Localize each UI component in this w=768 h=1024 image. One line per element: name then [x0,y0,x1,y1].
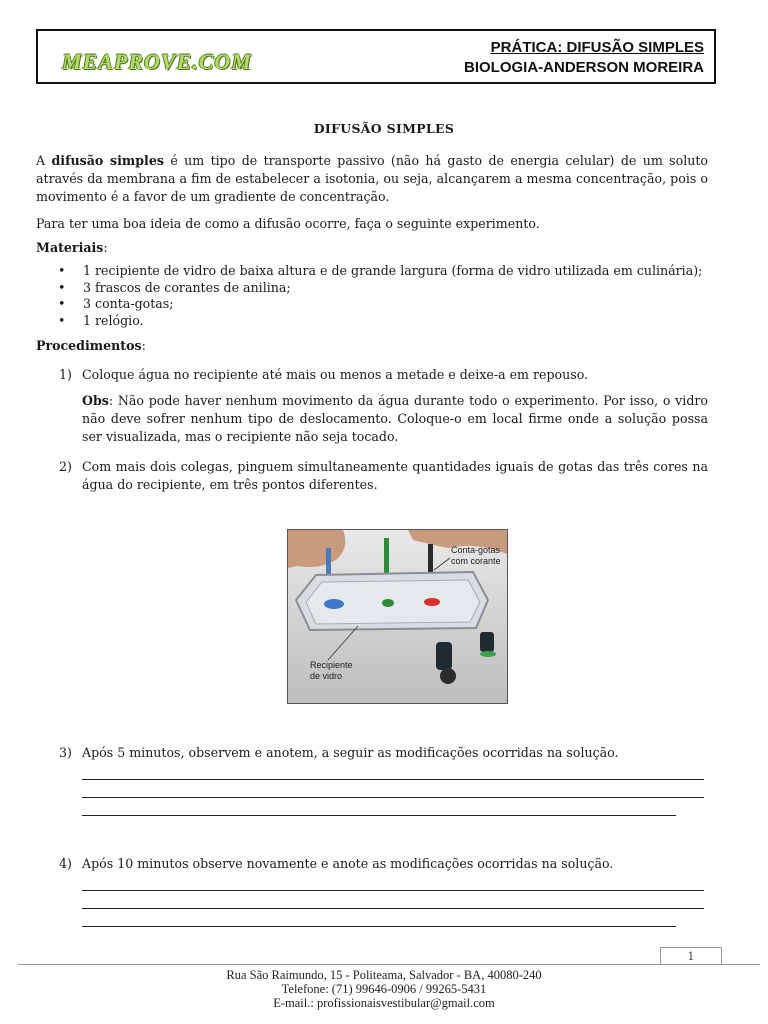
materials-list [36,263,708,329]
obs-label: Obs [82,393,109,408]
intro-paragraph-2: Para ter uma boa ideia de como a difusão ocorre, faça o seguinte experimento. [36,216,540,231]
answer-line [82,780,704,798]
answer-line [82,891,704,909]
footer-address: Rua São Raimundo, 15 - Politeama, Salvador - BA, 40080-240 [226,968,542,982]
figure-label-dish-1: Recipiente [310,660,353,670]
answer-line [82,909,676,927]
header-title-line1: PRÁTICA: DIFUSÃO SIMPLES [490,39,704,56]
figure-label-dish-2: de vidro [310,671,343,681]
step-2: 2) Com mais dois colegas, pinguem simultaneamente quantidades iguais de gotas das três cores na água do recipiente, em três pontos diferentes. [59,459,708,492]
list-item: • 3 conta-gotas; [58,296,174,311]
procedures-heading: Procedimentos: [36,338,146,353]
document-body [36,152,708,494]
intro-paragraph: A difusão simples é um tipo de transporte passivo (não há gasto de energia celular) de um soluto através da membrana a fim de estabelecer a isotonia, ou seja, alcançarem a mesma concentração, pois o movimento é a favor de um gradiente de concentração. [36,153,708,204]
materials-heading: Materiais: [36,240,108,255]
step-3: 3) Após 5 minutos, observem e anotem, a seguir as modificações ocorridas na solução. [59,745,619,760]
step-4: 4) Após 10 minutos observe novamente e anote as modificações ocorridas na solução. [59,856,614,871]
header-title [464,38,704,78]
footer-divider [18,964,760,965]
list-item: • 3 frascos de corantes de anilina; [58,279,291,295]
footer [0,968,768,1010]
obs-paragraph: Obs: Não pode haver nenhum movimento da água durante todo o experimento. Por isso, o vidro não deve sofrer nenhum tipo de deslocamento. Coloque-o em local firme onde a solução possa ser visualizada, mas o recipiente não seja tocado. [82,393,708,444]
header-box [36,29,716,84]
document-title: DIFUSÃO SIMPLES [313,121,455,136]
intro-bold-term: difusão simples [51,153,164,168]
experiment-photo [287,529,508,704]
figure-label-droppers-2: com corante [451,556,501,566]
answer-line [82,873,704,891]
figure-label-droppers-1: Conta-gotas [451,545,501,555]
answer-lines-4 [82,873,704,927]
answer-line [82,798,676,816]
list-item: • 1 relógio. [58,312,144,328]
answer-lines-3 [82,762,704,816]
list-item: • 1 recipiente de vidro de baixa altura e de grande largura (forma de vidro utilizada em culinária); [58,263,703,278]
site-logo: MEAPROVE.COM [62,49,252,74]
steps-3-4 [36,744,708,927]
page-number: 1 [660,947,722,965]
footer-phone: Telefone: (71) 99646-0906 / 99265-5431 [281,982,487,996]
step-1: 1) Coloque água no recipiente até mais ou menos a metade e deixe-a em repouso. [59,367,589,382]
header-title-line2: BIOLOGIA-ANDERSON MOREIRA [464,59,704,76]
footer-email: E-mail.: profissionaisvestibular@gmail.com [273,996,495,1010]
answer-line [82,762,704,780]
